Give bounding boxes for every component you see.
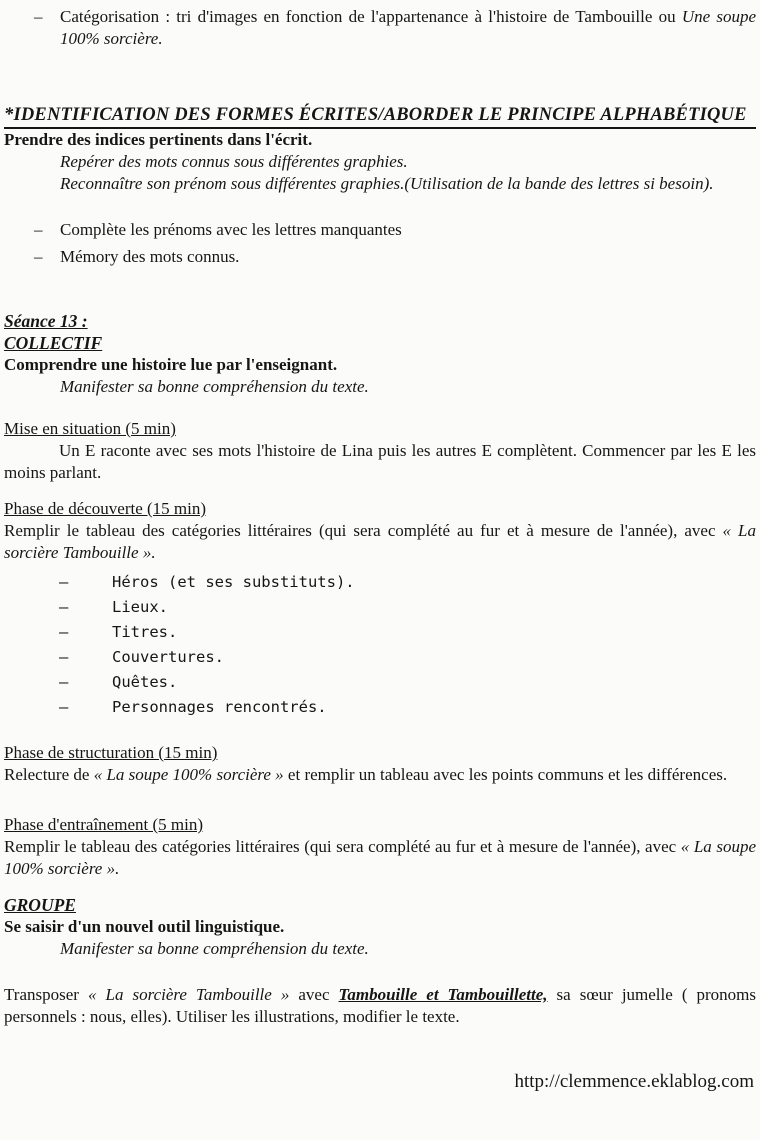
transposition-text-start: Transposer: [4, 985, 88, 1004]
category-text: Titres.: [112, 623, 178, 641]
activity-list-item: [4, 219, 756, 241]
phase-decouverte-text: Remplir le tableau des catégories littéraires (qui sera complété au fur et à mesure de l'année), avec: [4, 521, 723, 540]
phase-entrainement-heading: Phase d'entraînement (5 min): [4, 815, 203, 834]
category-text: Couvertures.: [112, 648, 224, 666]
transposition-paragraph: [4, 984, 756, 1028]
bullet-dash: –: [59, 648, 69, 666]
mise-en-situation-body: Un E raconte avec ses mots l'histoire de Lina puis les autres E complètent. Commencer par les E les moins parlant.: [4, 441, 756, 482]
category-text: Lieux.: [112, 598, 168, 616]
category-text: Personnages rencontrés.: [112, 698, 327, 716]
mise-en-situation-heading: Mise en situation (5 min): [4, 419, 176, 438]
bullet-dash: –: [59, 673, 69, 691]
groupe-title: GROUPE: [4, 895, 76, 915]
category-list-item: [4, 645, 756, 670]
transposition-book-title: « La sorcière Tambouille »: [87, 985, 290, 1004]
groupe-skill: Manifester sa bonne compréhension du texte.: [60, 939, 369, 958]
bullet-dash: –: [34, 220, 43, 239]
intro-text-book-title: Une soupe 100% sorcière.: [60, 7, 757, 48]
bullet-dash: –: [59, 573, 69, 591]
phase-decouverte-body: [4, 520, 756, 564]
literary-categories-list: [4, 570, 756, 720]
category-text: Héros (et ses substituts).: [112, 573, 355, 591]
identification-skill-2: Reconnaître son prénom sous différentes graphies.(Utilisation de la bande des lettres si besoin).: [60, 174, 714, 193]
phase-structuration-book-title: « La soupe 100% sorcière »: [93, 765, 284, 784]
seance-objective: Comprendre une histoire lue par l'enseignant.: [4, 355, 338, 374]
activity-list-item: [4, 246, 756, 268]
category-list-item: [4, 595, 756, 620]
phase-structuration-heading: Phase de structuration (15 min): [4, 743, 218, 762]
seance-title: Séance 13 :: [4, 311, 88, 331]
groupe-objective: Se saisir d'un nouvel outil linguistique.: [4, 917, 285, 936]
category-list-item: [4, 620, 756, 645]
phase-structuration-text-start: Relecture de: [4, 765, 94, 784]
bullet-dash: –: [59, 698, 69, 716]
intro-text: Catégorisation : tri d'images en fonction de l'appartenance à l'histoire de Tambouille ou: [60, 7, 682, 26]
activity-text: Complète les prénoms avec les lettres manquantes: [60, 220, 402, 239]
category-list-item: [4, 695, 756, 720]
phase-decouverte-book-title: « La sorcière Tambouille ».: [4, 521, 756, 562]
phase-entrainement-body: [4, 836, 756, 880]
phase-structuration-text-end: et remplir un tableau avec les points communs et les différences.: [283, 765, 728, 784]
bullet-dash: –: [34, 7, 43, 26]
phase-entrainement-text: Remplir le tableau des catégories littéraires (qui sera complété au fur et à mesure de l'année), avec: [4, 837, 681, 856]
bullet-dash: –: [34, 247, 43, 266]
intro-bullet-text: [60, 6, 756, 50]
transposition-emphasis: Tambouille et Tambouillette,: [338, 985, 548, 1004]
seance-grouping: COLLECTIF: [4, 333, 103, 353]
transposition-text-end: sa sœur jumelle ( pronoms personnels : nous, elles). Utiliser les illustrations, modifier le texte.: [4, 985, 757, 1026]
intro-bullet-item: [4, 6, 756, 50]
seance-skill: Manifester sa bonne compréhension du texte.: [60, 377, 369, 396]
category-text: Quêtes.: [112, 673, 178, 691]
footer-url: http://clemmence.eklablog.com: [514, 1071, 754, 1092]
bullet-dash: –: [59, 623, 69, 641]
identification-heading: *IDENTIFICATION DES FORMES ÉCRITES/ABORDER LE PRINCIPE ALPHABÉTIQUE: [4, 105, 756, 129]
identification-objective: Prendre des indices pertinents dans l'écrit.: [4, 130, 313, 149]
category-list-item: [4, 670, 756, 695]
bullet-dash: –: [59, 598, 69, 616]
seance-13-block: [4, 310, 756, 398]
phase-decouverte-heading: Phase de découverte (15 min): [4, 499, 207, 518]
activity-text: Mémory des mots connus.: [60, 247, 240, 266]
identification-skill-1: Repérer des mots connus sous différentes graphies.: [60, 152, 408, 171]
transposition-text-mid: avec: [289, 985, 339, 1004]
phase-entrainement-book-title: « La soupe 100% sorcière ».: [4, 837, 756, 878]
category-list-item: [4, 570, 756, 595]
phase-structuration-body: [4, 764, 756, 786]
identification-activities-list: [4, 219, 756, 268]
